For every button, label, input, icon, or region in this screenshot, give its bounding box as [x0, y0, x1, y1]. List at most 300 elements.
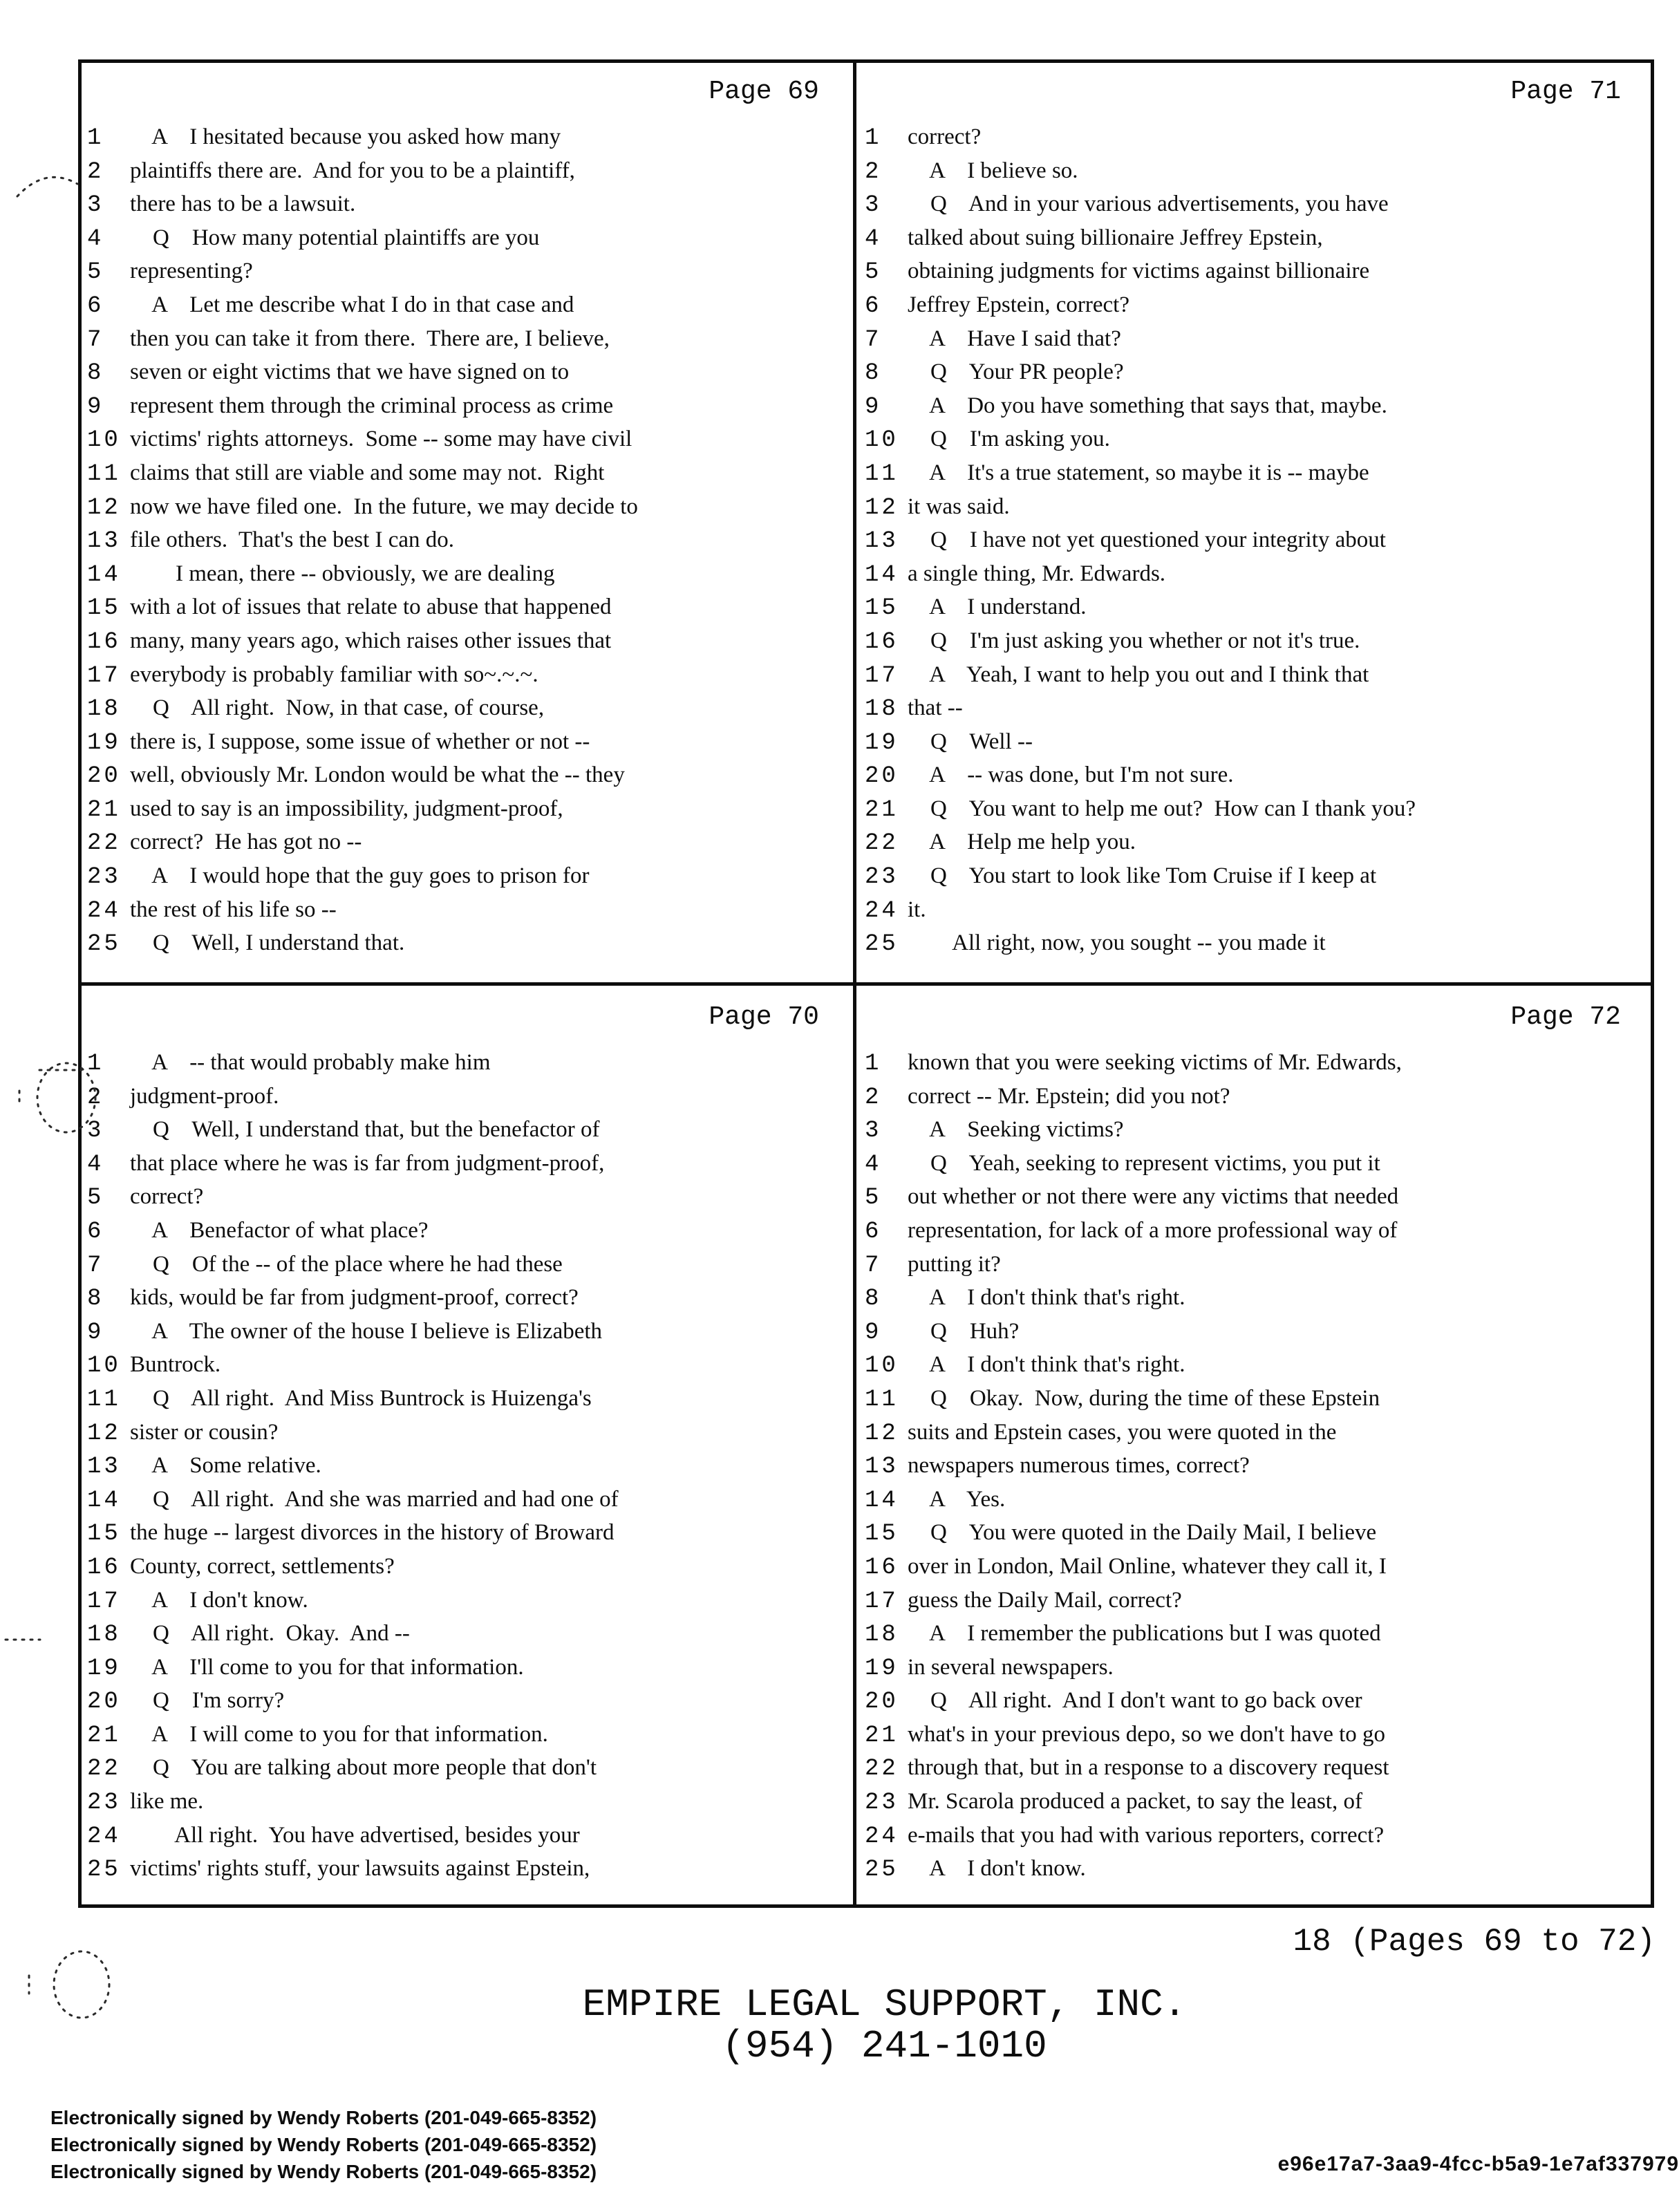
line-text: Q I'm sorry?: [130, 1688, 285, 1714]
line-number: 14: [865, 1487, 899, 1514]
transcript-line: [859, 1117, 1652, 1151]
line-text: A Yeah, I want to help you out and I think that: [908, 662, 1369, 687]
line-number: 25: [87, 931, 121, 958]
transcript-line: [82, 292, 850, 326]
line-text: A I don't think that's right.: [908, 1352, 1185, 1378]
transcript-line: [82, 225, 850, 259]
transcript-line: [82, 796, 850, 830]
signature-line: Electronically signed by Wendy Roberts (201-049-665-8352): [50, 2107, 597, 2128]
line-number: 3: [87, 1118, 104, 1145]
line-text: the huge -- largest divorces in the history of Broward: [130, 1520, 615, 1546]
pen-arc-mark: [17, 177, 77, 196]
line-text: A I understand.: [908, 594, 1087, 620]
line-number: 10: [865, 1353, 899, 1380]
line-number: 9: [87, 1319, 104, 1346]
transcript-line: [859, 1487, 1652, 1521]
transcript-line: [859, 1722, 1652, 1756]
line-text: seven or eight victims that we have signed on to: [130, 359, 570, 385]
transcript-line: [82, 1688, 850, 1722]
line-number: 7: [865, 326, 882, 353]
transcript-line: [859, 897, 1652, 931]
line-number: 8: [87, 360, 104, 387]
line-number: 5: [865, 1185, 882, 1212]
line-number: 2: [87, 158, 104, 185]
line-text: Q Well, I understand that.: [130, 930, 405, 956]
transcript-line: [859, 1688, 1652, 1722]
line-text: correct?: [908, 124, 982, 149]
line-number: 12: [87, 1420, 121, 1447]
line-number: 4: [87, 225, 104, 252]
line-text: Q And in your various advertisements, you have: [908, 191, 1389, 217]
transcript-line: [82, 158, 850, 192]
transcript-line: [859, 1184, 1652, 1218]
line-number: 9: [865, 393, 882, 420]
line-number: 23: [865, 864, 899, 891]
line-text: there is, I suppose, some issue of whether or not --: [130, 729, 590, 754]
line-text: Q Of the -- of the place where he had these: [130, 1251, 563, 1277]
line-text: A Benefactor of what place?: [130, 1217, 429, 1243]
line-text: a single thing, Mr. Edwards.: [908, 561, 1166, 586]
line-number: 20: [87, 763, 121, 790]
line-text: representation, for lack of a more professional way of: [908, 1217, 1398, 1243]
line-number: 11: [87, 460, 121, 487]
line-number: 17: [865, 662, 899, 689]
line-number: 9: [87, 393, 104, 420]
line-text: A I'll come to you for that information.: [130, 1654, 524, 1680]
line-number: 3: [865, 192, 882, 219]
line-text: A Help me help you.: [908, 830, 1136, 855]
transcript-page-69: [82, 63, 850, 980]
line-text: used to say is an impossibility, judgment-proof,: [130, 796, 563, 821]
line-text: A I believe so.: [908, 158, 1078, 183]
transcript-line: [859, 1420, 1652, 1454]
line-number: 22: [865, 1756, 899, 1783]
line-number: 4: [865, 225, 882, 252]
transcript-line: [82, 830, 850, 863]
transcript-line: [82, 359, 850, 393]
line-number: 11: [865, 460, 899, 487]
line-text: plaintiffs there are. And for you to be a plaintiff,: [130, 158, 575, 183]
line-number: 15: [87, 595, 121, 622]
transcript-line: [859, 527, 1652, 561]
line-number: 6: [865, 1218, 882, 1245]
transcript-line: [82, 897, 850, 931]
line-number: 16: [87, 628, 121, 655]
transcript-line: [859, 762, 1652, 796]
transcript-line: [82, 1151, 850, 1185]
document-hash: e96e17a7-3aa9-4fcc-b5a9-1e7af337979: [1277, 2153, 1679, 2175]
line-number: 21: [87, 796, 121, 823]
line-text: that place where he was is far from judgment-proof,: [130, 1150, 605, 1176]
line-text: Q Your PR people?: [908, 359, 1124, 385]
line-text: correct? He has got no --: [130, 830, 362, 855]
line-text: Q Huh?: [908, 1318, 1020, 1344]
transcript-line: [82, 1285, 850, 1319]
line-number: 23: [87, 864, 121, 891]
transcript-line: [82, 1621, 850, 1655]
line-number: 24: [87, 897, 121, 924]
transcript-line: [82, 326, 850, 360]
line-number: 5: [87, 1185, 104, 1212]
transcript-line: [82, 930, 850, 964]
transcript-page-71: [859, 63, 1652, 980]
transcript-line: [82, 762, 850, 796]
line-number: 8: [87, 1286, 104, 1313]
line-number: 16: [865, 628, 899, 655]
line-number: 7: [865, 1252, 882, 1279]
line-number: 5: [865, 259, 882, 286]
transcript-line: [859, 1520, 1652, 1554]
line-text: Buntrock.: [130, 1352, 221, 1378]
line-text: victims' rights attorneys. Some -- some may have civil: [130, 427, 632, 452]
line-text: A I don't know.: [130, 1587, 308, 1613]
line-number: 22: [87, 830, 121, 857]
line-number: 20: [865, 763, 899, 790]
transcript-line: [859, 1453, 1652, 1487]
line-text: known that you were seeking victims of Mr. Edwards,: [908, 1050, 1402, 1075]
line-text: there has to be a lawsuit.: [130, 191, 356, 217]
transcript-line: [82, 662, 850, 696]
line-text: over in London, Mail Online, whatever they call it, I: [908, 1553, 1387, 1579]
line-text: Q All right. And Miss Buntrock is Huizenga's: [130, 1385, 592, 1411]
transcript-line: [82, 527, 850, 561]
line-text: putting it?: [908, 1251, 1001, 1277]
transcript-lines: [82, 124, 850, 964]
page-header: Page 72: [1510, 1002, 1621, 1032]
transcript-line: [859, 494, 1652, 528]
line-number: 2: [87, 1084, 104, 1111]
line-number: 18: [87, 696, 121, 723]
transcript-line: [859, 191, 1652, 225]
transcript-line: [82, 594, 850, 628]
line-number: 2: [865, 158, 882, 185]
line-text: Q You were quoted in the Daily Mail, I believe: [908, 1520, 1377, 1546]
line-text: Q Yeah, seeking to represent victims, you put it: [908, 1150, 1380, 1176]
transcript-line: [859, 326, 1652, 360]
transcript-line: [82, 1487, 850, 1521]
line-text: many, many years ago, which raises other issues that: [130, 628, 612, 653]
line-number: 14: [87, 1487, 121, 1514]
line-number: 15: [865, 1521, 899, 1548]
line-number: 17: [87, 662, 121, 689]
transcript-line: [82, 1386, 850, 1420]
line-text: Q You want to help me out? How can I thank you?: [908, 796, 1416, 821]
transcript-line: [859, 1621, 1652, 1655]
line-text: e-mails that you had with various reporters, correct?: [908, 1822, 1385, 1848]
transcript-line: [859, 628, 1652, 662]
line-number: 21: [87, 1722, 121, 1749]
line-number: 14: [865, 561, 899, 588]
transcript-line: [859, 796, 1652, 830]
line-number: 6: [87, 1218, 104, 1245]
line-number: 6: [87, 292, 104, 319]
line-text: victims' rights stuff, your lawsuits against Epstein,: [130, 1856, 590, 1882]
line-number: 11: [865, 1386, 899, 1413]
line-number: 12: [87, 494, 121, 521]
transcript-line: [82, 393, 850, 427]
transcript-line: [82, 1252, 850, 1286]
line-number: 13: [865, 528, 899, 555]
line-number: 16: [865, 1554, 899, 1581]
line-text: Q Well, I understand that, but the benefactor of: [130, 1117, 600, 1143]
line-text: Q You start to look like Tom Cruise if I keep at: [908, 863, 1377, 889]
line-text: A I would hope that the guy goes to prison for: [130, 863, 590, 889]
line-text: A The owner of the house I believe is Elizabeth: [130, 1318, 603, 1344]
line-text: A Some relative.: [130, 1453, 321, 1479]
line-text: Q How many potential plaintiffs are you: [130, 225, 540, 250]
line-number: 11: [87, 1386, 121, 1413]
transcript-line: [859, 662, 1652, 696]
line-number: 1: [87, 1051, 104, 1077]
transcript-line: [859, 1823, 1652, 1857]
line-text: Mr. Scarola produced a packet, to say the least, of: [908, 1789, 1362, 1815]
line-text: with a lot of issues that relate to abuse that happened: [130, 594, 612, 620]
line-text: A I don't know.: [908, 1856, 1086, 1882]
line-number: 2: [865, 1084, 882, 1111]
transcript-line: [859, 1050, 1652, 1084]
transcript-line: [859, 1252, 1652, 1286]
page-header: Page 71: [1510, 77, 1621, 106]
condensed-page-info: 18 (Pages 69 to 72): [1293, 1924, 1655, 1960]
line-text: A Seeking victims?: [908, 1117, 1124, 1143]
line-text: suits and Epstein cases, you were quoted in the: [908, 1419, 1337, 1445]
line-text: now we have filed one. In the future, we may decide to: [130, 494, 638, 519]
line-number: 23: [87, 1790, 121, 1817]
line-number: 23: [865, 1790, 899, 1817]
line-text: A Let me describe what I do in that case and: [130, 292, 574, 317]
line-text: A I remember the publications but I was quoted: [908, 1621, 1381, 1647]
transcript-line: [859, 1554, 1652, 1588]
line-text: newspapers numerous times, correct?: [908, 1453, 1250, 1479]
transcript-line: [859, 1588, 1652, 1622]
line-text: guess the Daily Mail, correct?: [908, 1587, 1182, 1613]
line-text: what's in your previous depo, so we don't have to go: [908, 1721, 1386, 1747]
transcript-line: [859, 1386, 1652, 1420]
line-text: I mean, there -- obviously, we are dealing: [130, 561, 555, 586]
line-text: Jeffrey Epstein, correct?: [908, 292, 1129, 317]
transcript-line: [859, 1218, 1652, 1252]
line-number: 24: [865, 1823, 899, 1850]
line-text: that --: [908, 695, 963, 721]
line-text: well, obviously Mr. London would be what the -- they: [130, 762, 625, 788]
line-text: kids, would be far from judgment-proof, correct?: [130, 1285, 579, 1311]
transcript-line: [82, 259, 850, 292]
line-text: judgment-proof.: [130, 1083, 279, 1109]
transcript-line: [82, 628, 850, 662]
transcript-line: [82, 1520, 850, 1554]
line-text: sister or cousin?: [130, 1419, 279, 1445]
transcript-line: [859, 259, 1652, 292]
transcript-line: [82, 1755, 850, 1789]
line-text: the rest of his life so --: [130, 897, 337, 922]
transcript-line: [82, 561, 850, 595]
line-text: Q All right. Okay. And --: [130, 1621, 410, 1647]
line-text: A I don't think that's right.: [908, 1285, 1185, 1311]
transcript-line: [82, 1789, 850, 1823]
line-text: Q All right. Now, in that case, of course,: [130, 695, 545, 721]
transcript-line: [82, 1722, 850, 1756]
line-number: 24: [87, 1823, 121, 1850]
line-number: 17: [87, 1588, 121, 1615]
transcript-page-72: [859, 988, 1652, 1900]
line-text: it was said.: [908, 494, 1010, 519]
line-number: 24: [865, 897, 899, 924]
transcript-line: [82, 1184, 850, 1218]
line-number: 13: [87, 528, 121, 555]
line-number: 1: [865, 125, 882, 151]
transcript-line: [859, 1789, 1652, 1823]
line-number: 12: [865, 494, 899, 521]
line-text: All right. You have advertised, besides your: [130, 1822, 580, 1848]
line-number: 18: [865, 696, 899, 723]
line-number: 19: [865, 729, 899, 756]
transcript-line: [859, 863, 1652, 897]
line-number: 22: [865, 830, 899, 857]
line-number: 6: [865, 292, 882, 319]
transcript-line: [82, 1050, 850, 1084]
transcript-line: [82, 1319, 850, 1353]
transcript-line: [82, 191, 850, 225]
transcript-line: [859, 124, 1652, 158]
line-number: 12: [865, 1420, 899, 1447]
signature-block: [50, 2104, 597, 2185]
transcript-line: [82, 427, 850, 460]
transcript-line: [82, 1420, 850, 1454]
line-text: A I hesitated because you asked how many: [130, 124, 561, 149]
page-header: Page 69: [709, 77, 819, 106]
transcript-line: [859, 729, 1652, 763]
line-number: 20: [87, 1689, 121, 1716]
line-text: then you can take it from there. There are, I believe,: [130, 326, 610, 351]
line-text: A I will come to you for that information.: [130, 1721, 548, 1747]
line-number: 15: [865, 595, 899, 622]
transcript-line: [82, 1554, 850, 1588]
line-text: Q You are talking about more people that don't: [130, 1755, 597, 1781]
line-number: 7: [87, 326, 104, 353]
line-text: Q I'm just asking you whether or not it's true.: [908, 628, 1360, 653]
line-number: 16: [87, 1554, 121, 1581]
line-text: it.: [908, 897, 926, 922]
line-text: file others. That's the best I can do.: [130, 527, 455, 553]
transcript-line: [859, 1352, 1652, 1386]
transcript-line: [82, 695, 850, 729]
line-number: 7: [87, 1252, 104, 1279]
signature-line: Electronically signed by Wendy Roberts (201-049-665-8352): [50, 2134, 597, 2155]
line-number: 20: [865, 1689, 899, 1716]
line-number: 19: [87, 1655, 121, 1682]
line-number: 21: [865, 1722, 899, 1749]
line-text: County, correct, settlements?: [130, 1553, 395, 1579]
line-text: everybody is probably familiar with so~.~.~.: [130, 662, 538, 687]
line-text: through that, but in a response to a discovery request: [908, 1755, 1389, 1781]
line-number: 8: [865, 1286, 882, 1313]
signature-line: Electronically signed by Wendy Roberts (201-049-665-8352): [50, 2161, 597, 2182]
line-text: A -- was done, but I'm not sure.: [908, 762, 1234, 788]
line-text: A Have I said that?: [908, 326, 1121, 351]
line-number: 1: [865, 1051, 882, 1077]
line-text: represent them through the criminal process as crime: [130, 393, 614, 418]
line-text: Q I'm asking you.: [908, 427, 1110, 452]
line-number: 4: [87, 1151, 104, 1178]
line-number: 9: [865, 1319, 882, 1346]
transcript-line: [82, 460, 850, 494]
transcript-line: [82, 1352, 850, 1386]
transcript-line: [859, 1856, 1652, 1890]
transcript-line: [82, 1218, 850, 1252]
line-number: 10: [865, 427, 899, 454]
line-number: 19: [865, 1655, 899, 1682]
line-number: 1: [87, 125, 104, 151]
line-text: A Yes.: [908, 1486, 1006, 1512]
transcript-line: [82, 863, 850, 897]
line-number: 21: [865, 796, 899, 823]
line-text: A Do you have something that says that, maybe.: [908, 393, 1387, 418]
line-number: 18: [87, 1622, 121, 1649]
transcript-line: [82, 1453, 850, 1487]
court-reporter-company: EMPIRE LEGAL SUPPORT, INC.: [582, 1983, 1187, 2027]
transcript-line: [859, 1755, 1652, 1789]
transcript-line: [859, 1084, 1652, 1118]
line-text: out whether or not there were any victims that needed: [908, 1184, 1399, 1210]
transcript-line: [82, 1084, 850, 1118]
transcript-line: [859, 1319, 1652, 1353]
line-text: correct?: [130, 1184, 204, 1210]
transcript-line: [859, 594, 1652, 628]
line-text: in several newspapers.: [908, 1654, 1114, 1680]
transcript-line: [859, 292, 1652, 326]
line-text: representing?: [130, 259, 253, 284]
transcript-line: [82, 1117, 850, 1151]
transcript-line: [859, 561, 1652, 595]
transcript-line: [859, 225, 1652, 259]
court-reporter-phone: (954) 241-1010: [722, 2024, 1047, 2068]
transcript-line: [859, 393, 1652, 427]
horizontal-divider: [78, 982, 1654, 986]
line-number: 5: [87, 259, 104, 286]
line-number: 19: [87, 729, 121, 756]
transcript-line: [859, 695, 1652, 729]
transcript-line: [82, 729, 850, 763]
line-number: 10: [87, 427, 121, 454]
line-text: A -- that would probably make him: [130, 1050, 491, 1075]
line-number: 13: [87, 1454, 121, 1481]
line-number: 10: [87, 1353, 121, 1380]
transcript-lines: [859, 124, 1652, 964]
transcript-line: [859, 460, 1652, 494]
line-text: Q Well --: [908, 729, 1033, 754]
line-number: 22: [87, 1756, 121, 1783]
transcript-line: [859, 1655, 1652, 1689]
line-number: 25: [865, 931, 899, 958]
line-text: obtaining judgments for victims against billionaire: [908, 259, 1370, 284]
line-number: 8: [865, 360, 882, 387]
line-text: Q All right. And I don't want to go back over: [908, 1688, 1362, 1714]
line-text: Q All right. And she was married and had one of: [130, 1486, 619, 1512]
transcript-line: [859, 1285, 1652, 1319]
line-text: talked about suing billionaire Jeffrey Epstein,: [908, 225, 1323, 250]
transcript-page-70: [82, 988, 850, 1900]
transcript-line: [82, 1655, 850, 1689]
line-number: 4: [865, 1151, 882, 1178]
line-text: claims that still are viable and some may not. Right: [130, 460, 605, 485]
line-number: 3: [87, 192, 104, 219]
transcript-line: [82, 1588, 850, 1622]
transcript-line: [859, 930, 1652, 964]
transcript-line: [859, 427, 1652, 460]
line-number: 18: [865, 1622, 899, 1649]
line-text: like me.: [130, 1789, 204, 1815]
transcript-line: [82, 1823, 850, 1857]
